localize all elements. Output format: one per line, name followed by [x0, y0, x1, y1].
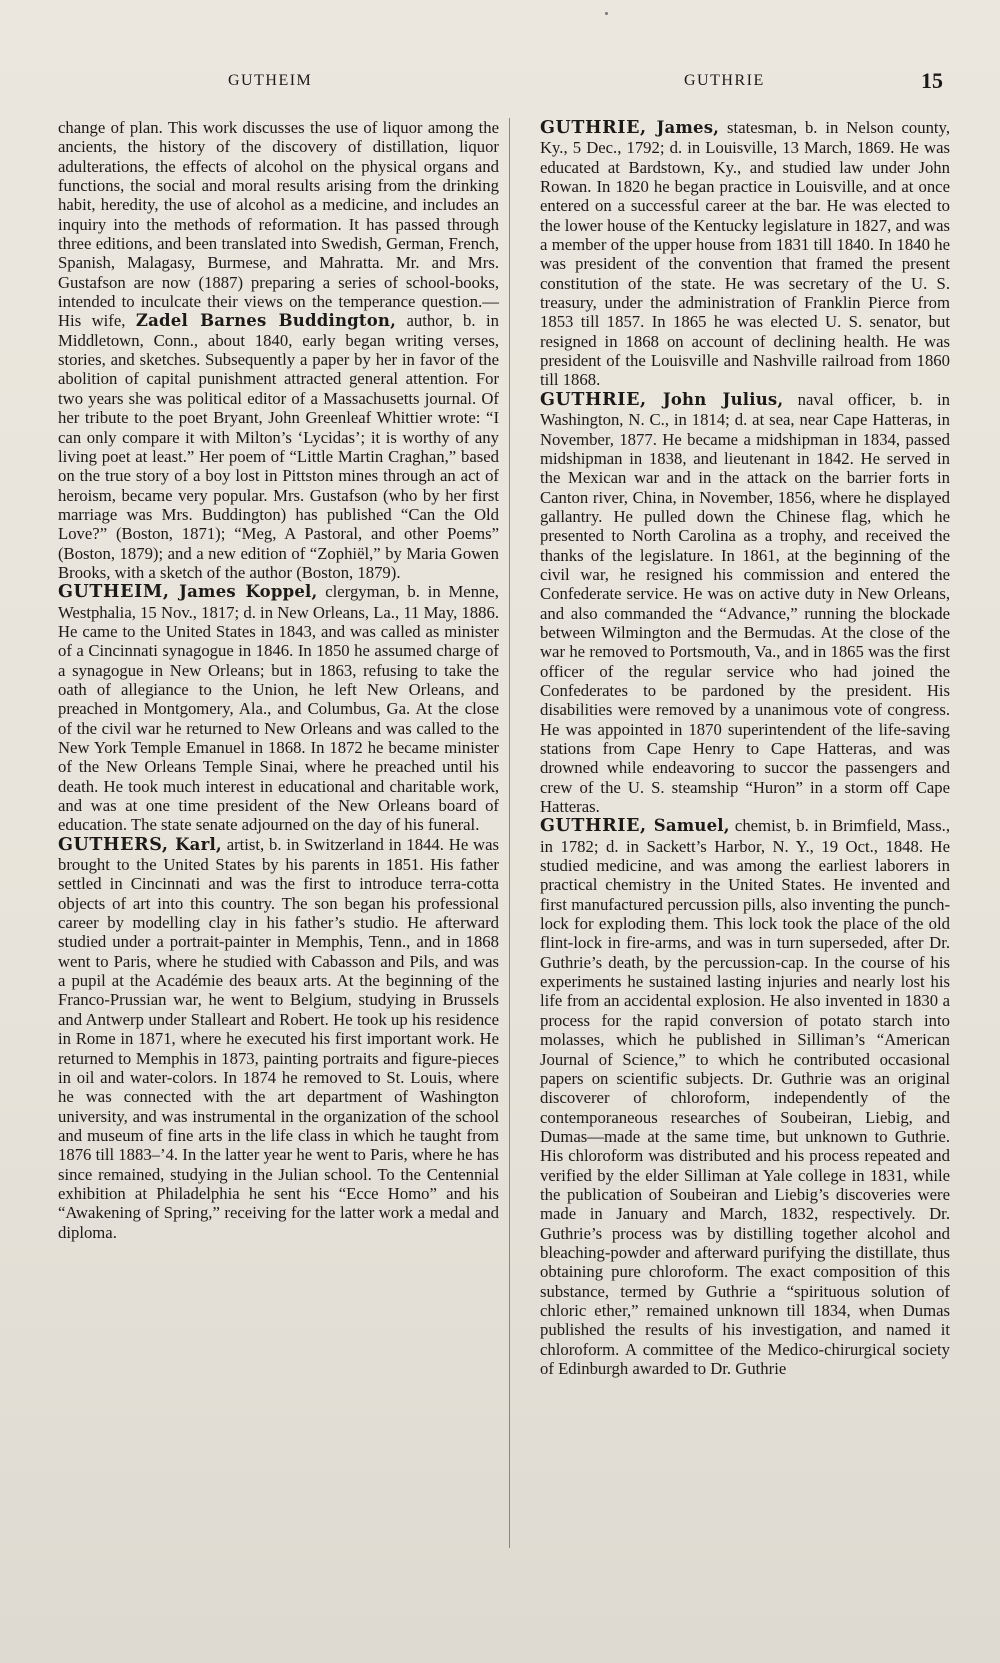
- running-head-left: GUTHEIM: [228, 72, 313, 89]
- entry-given-name: James Koppel,: [179, 582, 318, 602]
- sub-headword: Zadel Barnes Buddington,: [135, 311, 397, 331]
- entry-text: chemist, b. in Brimfield, Mass., in 1782; d. in Sackett’s Harbor, N. Y., 19 Oct., 1848. He studied medicine, and was among the earliest laborers in practical chemistry in the United States. He invented and first manufactured percussion pills, also inventing the punch-lock for exploding them. This lock took the place of the old flint-lock in fire-arms, and was in turn superseded, after Dr. Guthrie’s death, by the percussion-cap. In the course of his experiments he sustained lasting injuries and nearly lost his life from an accidental explosion. He also invented in 1830 a process for the rapid conversion of potato starch into molasses, which he published in Silliman’s “American Journal of Science,” to which he contributed occasional papers on scientific subjects. Dr. Guthrie was an original discoverer of chloroform, independently of the contemporaneous researches of Soubeiran, Liebig, and Dumas—made at the same time, but unknown to Guthrie. His chloroform was distributed and his process repeated and verified by the elder Silliman at Yale college in 1831, while the publication of Soubeiran and Liebig’s discoveries were made in January and March, 1832, respectively. Dr. Guthrie’s process was by distilling together alcohol and bleaching-powder and afterward purifying the distillate, thus obtaining pure chloroform. The exact composition of this substance, termed by Guthrie a “spirituous solution of chloric ether,” remained unknown till 1834, when Dumas published the results of his investigation, and named it chloroform. A committee of the Medico-chirurgical society of Edinburgh awarded to Dr. Guthrie: [540, 816, 950, 1378]
- continuation-paragraph: [58, 118, 499, 582]
- entry-guthrie-samuel: [540, 816, 950, 1378]
- entry-headword: [540, 816, 730, 835]
- entry-headword: [540, 390, 783, 409]
- entry-surname: GUTHRIE,: [540, 816, 647, 837]
- entry-given-name: James,: [656, 118, 720, 137]
- entry-guthrie-james: [540, 118, 950, 390]
- entry-given-name: Karl,: [175, 834, 222, 854]
- page-number: 15: [921, 68, 943, 93]
- entry-text: artist, b. in Switzerland in 1844. He was brought to the United States by his parents in 1851. His father settled in Cincinnati and was the first to introduce terra-cotta objects of art into this country. The son began his professional career by modelling clay in his father’s studio. He afterward studied under a portrait-painter in Memphis, Tenn., and in 1868 went to Paris, where he studied with Cabasson and Pils, and was a pupil at the Académie des beaux arts. At the beginning of the Franco-Prussian war, he went to Belgium, studying in Brussels and Antwerp under Stalleart and Robert. He took up his residence in Rome in 1871, where he executed his first important work. He returned to Memphis in 1873, painting portraits and figure-pieces in oil and water-colors. In 1874 he removed to St. Louis, where he was connected with the art department of Washington university, and was instrumental in the organization of the school and museum of fine arts in the life class in which he taught from 1876 till 1883–’4. In the latter year he went to Paris, where he has since remained, studying in the Julian school. To the Centennial exhibition at Philadelphia he sent his “Ecce Homo” and his “Awakening of Spring,” receiving for the latter work a medal and diploma.: [58, 834, 499, 1242]
- entry-gutheim: [58, 582, 499, 834]
- running-head: [0, 68, 1000, 98]
- entry-given-name: John Julius,: [662, 389, 784, 409]
- entry-given-name: Samuel,: [653, 816, 730, 836]
- print-speck: [605, 12, 608, 15]
- entry-text: statesman, b. in Nelson county, Ky., 5 Dec., 1792; d. in Louisville, 13 March, 1869. He was educated at Bardstown, Ky., and studied law under John Rowan. In 1820 he began practice in Louisville, and at once entered on a successful career at the bar. He was elected to the lower house of the Kentucky legislature in 1827, and was a member of the upper house from 1831 till 1840. In 1840 he was president of the convention that framed the present constitution of the state. He was secretary of the U. S. treasury, under the administration of Franklin Pierce from 1853 till 1857. In 1865 he was elected U. S. senator, but resigned in 1868 on account of declining health. He was president of the Louisville and Nashville railroad from 1860 till 1868.: [540, 118, 950, 390]
- entry-guthrie-john-julius: [540, 390, 950, 817]
- entry-surname: GUTHRIE,: [540, 389, 647, 410]
- entry-text: clergyman, b. in Menne, Westphalia, 15 Nov., 1817; d. in New Orleans, La., 11 May, 1886. He came to the United States in 1843, and was called as minister of a Cincinnati synagogue in 1846. In 1850 he assumed charge of a synagogue in New Orleans; but in 1863, refusing to take the oath of allegiance to the Union, he left New Orleans, and preached in Montgomery, Ala., and Columbus, Ga. At the close of the civil war he returned to New Orleans and was called to the New York Temple Emanuel in 1868. In 1872 he became minister of the New Orleans Temple Sinai, where he preached until his death. He took much interest in educational and charitable work, and was at one time president of the New Orleans board of education. The state senate adjourned on the day of his funeral.: [58, 582, 499, 835]
- running-head-center: GUTHRIE: [684, 72, 765, 89]
- entry-headword: [540, 118, 719, 137]
- column-rule: [509, 118, 510, 1548]
- sub-entry-text: author, b. in Middletown, Conn., about 1840, early began writing verses, stories, and sketches. Subsequently a paper by her in favor of the abolition of capital punishment attracted general attention. For two years she was political editor of a Massachusetts journal. Of her tribute to the poet Bryant, John Greenleaf Whittier wrote: “I can only compare it with Milton’s ‘Lycidas’; it is worthy of any living poet at least.” Her poem of “Little Martin Craghan,” based on the true story of a boy lost in Pittston mines through an act of heroism, became very popular. Mrs. Gustafson (who by her first marriage was Mrs. Buddington) has published “Can the Old Love?” (Boston, 1871); “Meg, A Pastoral, and other Poems” (Boston, 1879); and a new edition of “Zophiël,” by Maria Gowen Brooks, with a sketch of the author (Boston, 1879).: [58, 311, 499, 582]
- right-column: [540, 118, 950, 1378]
- entry-surname: GUTHRIE,: [540, 118, 647, 138]
- entry-headword: [58, 582, 317, 601]
- entry-guthers: [58, 835, 499, 1242]
- continuation-text: change of plan. This work discusses the use of liquor among the ancients, the history of the discovery of distillation, liquor adulterations, the effects of alcohol on the physical organs and functions, the social and moral results arising from the drinking habit, heredity, the use of alcohol as a medicine, and includes an inquiry into the methods of reformation. It has passed through three editions, and been translated into Swedish, German, French, Spanish, Malagasy, Burmese, and Mahratta. Mr. and Mrs. Gustafson are now (1887) preparing a series of school-books, intended to inculcate their views on the temperance question.—His wife,: [58, 118, 499, 331]
- entry-text: naval officer, b. in Washington, N. C., in 1814; d. at sea, near Cape Hatteras, in November, 1877. He became a midshipman in 1834, passed midshipman in 1838, and lieutenant in 1842. He served in the Mexican war and in the attack on the barrier forts in Canton river, China, in November, 1856, where he displayed gallantry. He pulled down the Chinese flag, which he presented to North Carolina as a trophy, and received the thanks of the legislature. In 1861, at the beginning of the civil war, he resigned his commission and entered the Confederate service. He was on active duty in New Orleans, and also commanded the “Advance,” running the blockade between Wilmington and the Bermudas. At the close of the war he removed to Portsmouth, Va., and in 1865 was the first officer of the regular service who had joined the Confederates to be pardoned by the president. His disabilities were removed by a unanimous vote of congress. He was appointed in 1870 superintendent of the life-saving stations from Cape Henry to Cape Hatteras, and was drowned while endeavoring to succor the passengers and crew of the U. S. steamship “Huron” in a storm off Cape Hatteras.: [540, 389, 950, 817]
- left-column: [58, 118, 499, 1242]
- entry-surname: GUTHEIM,: [58, 582, 170, 603]
- entry-headword: [58, 835, 222, 854]
- entry-surname: GUTHERS,: [58, 834, 169, 855]
